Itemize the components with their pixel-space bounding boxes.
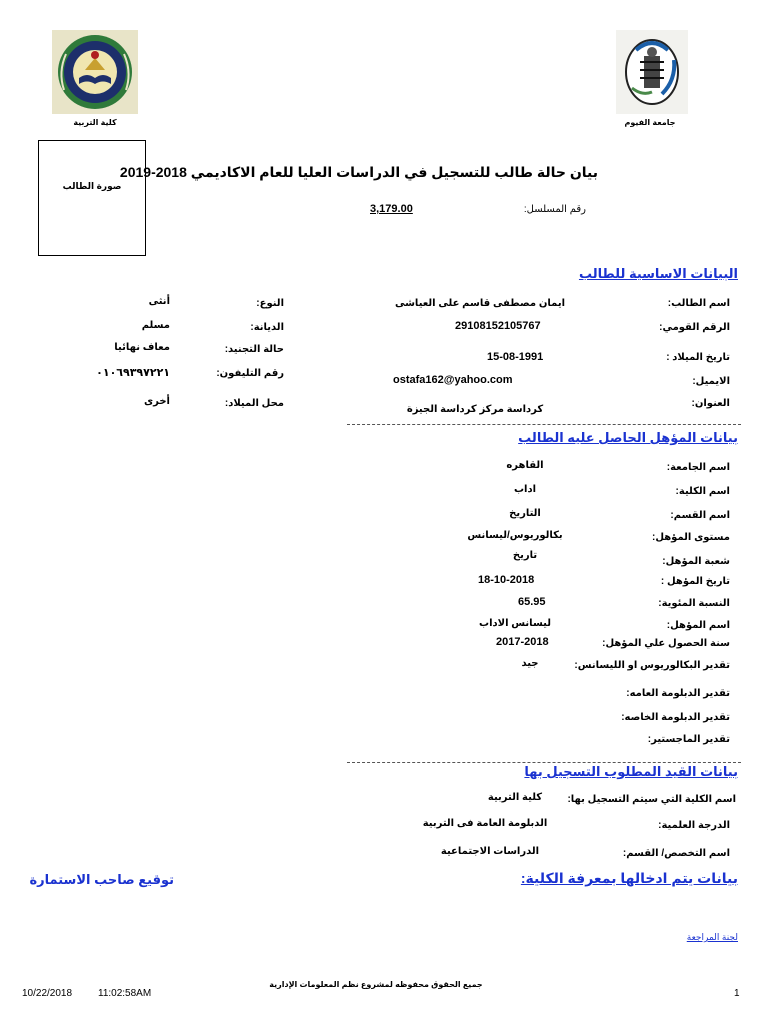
qual-date-value: 18-10-2018 — [478, 574, 535, 586]
qual-level-value: بكالوريوس/ليسانس — [467, 530, 563, 541]
birth-date-label: تاريخ الميلاد : — [666, 352, 730, 363]
fayoum-university-logo-icon — [616, 30, 688, 114]
address-value: كرداسة مركز كرداسة الجيزة — [406, 404, 544, 415]
photo-box-label: صورة الطالب — [62, 181, 122, 191]
footer-time: 11:02:58AM — [98, 988, 152, 999]
gender-value: أنثى — [148, 296, 170, 307]
email-value: ostafa162@yahoo.com — [393, 374, 513, 386]
qual-faculty-value: اداب — [513, 484, 537, 495]
qual-percentage-label: النسبة المئوية: — [658, 598, 730, 609]
qual-level-label: مستوى المؤهل: — [651, 532, 730, 543]
qual-name-value: ليسانس الاداب — [479, 618, 551, 629]
qual-faculty-label: اسم الكلية: — [675, 486, 730, 497]
phone-value: ٠١٠٦٩٣٩٧٢٢١ — [96, 367, 170, 379]
section-divider — [347, 762, 741, 763]
national-id-value: 29108152105767 — [455, 320, 541, 332]
serial-label: رقم المسلسل: — [523, 204, 586, 215]
military-status-label: حالة التجنيد: — [224, 344, 284, 355]
religion-value: مسلم — [141, 320, 170, 331]
address-label: العنوان: — [691, 398, 730, 409]
qual-department-value: التاريخ — [509, 508, 541, 519]
special-diploma-label: تقدير الدبلومة الخاصه: — [621, 712, 730, 723]
enroll-degree-value: الدبلومة العامة فى التربية — [422, 818, 548, 829]
qual-grade-label: تقدير البكالوريوس او الليسانس: — [574, 660, 730, 671]
military-status-value: معاف نهائيا — [114, 342, 170, 353]
faculty-of-education-seal-icon — [52, 30, 138, 114]
qual-department-label: اسم القسم: — [670, 510, 730, 521]
enroll-faculty-label: اسم الكلية التي سيتم التسجيل بها: — [567, 794, 736, 805]
student-photo-box — [38, 140, 146, 256]
qual-date-label: تاريخ المؤهل : — [660, 576, 730, 587]
enroll-specialization-value: الدراسات الاجتماعية — [440, 846, 540, 857]
qual-grade-value: جيد — [521, 658, 539, 669]
university-name: جامعة الفيوم — [624, 118, 676, 127]
enroll-specialization-label: اسم التخصص/ القسم: — [622, 848, 730, 859]
email-label: الايميل: — [692, 376, 730, 387]
signature-label: توقيع صاحب الاستمارة — [29, 872, 174, 887]
qual-branch-value: تاريخ — [512, 550, 538, 561]
qualification-heading: بيانات المؤهل الحاصل عليه الطالب — [518, 430, 738, 445]
section-divider — [347, 424, 741, 425]
birthplace-label: محل الميلاد: — [224, 398, 284, 409]
name-value: ايمان مصطفى قاسم على العياشى — [394, 298, 565, 309]
page-number: 1 — [734, 988, 740, 999]
name-label: اسم الطالب: — [667, 298, 730, 309]
masters-label: تقدير الماجستير: — [647, 734, 730, 745]
faculty-name: كلية التربية — [73, 118, 117, 127]
review-committee-link[interactable]: لجنة المراجعة — [686, 932, 738, 942]
qual-year-label: سنة الحصول علي المؤهل: — [602, 638, 730, 649]
basic-data-heading: البيانات الاساسية للطالب — [578, 266, 738, 281]
page-title: بيان حالة طالب للتسجيل في الدراسات العليا للعام الاكاديمي 2018-2019 — [119, 164, 598, 180]
footer-copyright: جميع الحقوق محفوظه لمشروع نظم المعلومات الإدارية — [269, 980, 483, 989]
birth-date-value: 15-08-1991 — [487, 351, 544, 363]
enrollment-heading: بيانات القيد المطلوب التسجيل بها — [524, 764, 738, 779]
enroll-degree-label: الدرجة العلمية: — [658, 820, 730, 831]
qual-percentage-value: 65.95 — [518, 596, 546, 608]
phone-label: رقم التليفون: — [216, 368, 284, 379]
footer-date: 10/22/2018 — [22, 988, 73, 999]
gender-label: النوع: — [256, 298, 284, 309]
birthplace-value: أخرى — [143, 396, 170, 407]
qual-branch-label: شعبة المؤهل: — [662, 556, 730, 567]
qual-university-value: القاهره — [506, 460, 544, 471]
national-id-label: الرقم القومي: — [659, 322, 730, 333]
religion-label: الديانة: — [250, 322, 284, 333]
serial-value: 3,179.00 — [370, 203, 413, 215]
enroll-faculty-value: كلية التربية — [487, 792, 543, 803]
qual-university-label: اسم الجامعة: — [666, 462, 730, 473]
general-diploma-label: تقدير الدبلومة العامه: — [626, 688, 730, 699]
college-section-heading: بيانات يتم ادخالها بمعرفة الكلية: — [520, 870, 738, 886]
qual-year-value: 2017-2018 — [496, 636, 549, 648]
qual-name-label: اسم المؤهل: — [666, 620, 730, 631]
